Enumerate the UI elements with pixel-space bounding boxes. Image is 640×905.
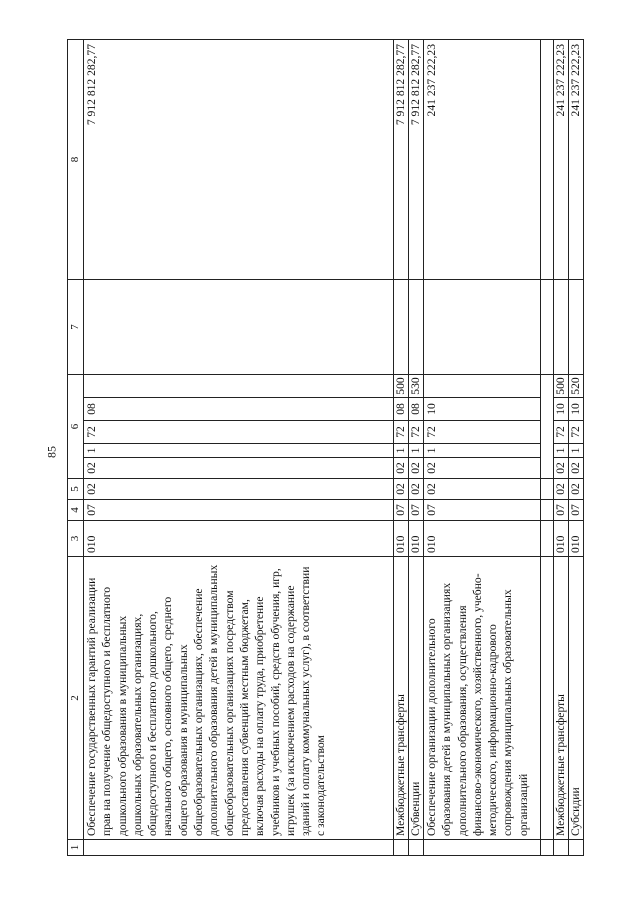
- expense-type-cell: 500: [394, 375, 409, 398]
- subsection-cell: 02: [554, 479, 569, 500]
- code-cell: 010: [409, 521, 424, 557]
- header-cell: 7: [68, 280, 84, 375]
- expense-type-cell: 530: [409, 375, 424, 398]
- table-row: [394, 40, 409, 856]
- table-row: [409, 40, 424, 856]
- table-row: [84, 40, 394, 856]
- section-cell: 07: [424, 500, 541, 521]
- header-cell: 2: [68, 557, 84, 840]
- target-article-cell: 72: [84, 421, 394, 444]
- spacer-cell: [541, 280, 554, 375]
- header-cell: 3: [68, 521, 84, 557]
- target-article-cell: 08: [84, 398, 394, 421]
- subsection-cell: 02: [424, 479, 541, 500]
- subsection-cell: 02: [84, 479, 394, 500]
- spacer-cell: [541, 40, 554, 280]
- row-number-cell: [424, 840, 541, 856]
- section-cell: 07: [394, 500, 409, 521]
- target-article-cell: 72: [569, 421, 584, 444]
- target-article-cell: 10: [424, 398, 541, 421]
- spacer-cell: [541, 479, 554, 500]
- target-article-cell: 02: [424, 458, 541, 479]
- description-cell: Межбюджетные трансферты: [394, 557, 409, 840]
- target-article-cell: 02: [554, 458, 569, 479]
- section-cell: 07: [554, 500, 569, 521]
- row-number-cell: [84, 840, 394, 856]
- spacer-cell: [424, 280, 541, 375]
- spacer-cell: [541, 375, 554, 479]
- target-article-cell: 02: [394, 458, 409, 479]
- amount-cell: 7 912 812 282,77: [84, 40, 394, 280]
- spacer-cell: [84, 280, 394, 375]
- subsection-cell: 02: [394, 479, 409, 500]
- budget-table-page: [67, 40, 582, 856]
- target-article-cell: 1: [569, 444, 584, 458]
- code-cell: 010: [424, 521, 541, 557]
- description-cell: Обеспечение государственных гарантий реализации прав на получение общедоступного и бесплатного дошкольного образования в муниципальных дошкольных образовательных организациях, общедоступного и бесплатного дошкольного, начального общего, основного общего, среднего общего образования в муниципальных общеобразовательных организациях, обеспечение дополнительного образования детей в муниципальных общеобразовательных организациях посредством предоставления субвенций местным бюджетам, включая расходы на оплату труда, приобретение учебников и учебных пособий, средств обучения, игр, игрушек (за исключением расходов на содержание зданий и оплату коммунальных услуг), в соответствии с законодательством: [84, 557, 394, 840]
- amount-cell: 241 237 222,23: [424, 40, 541, 280]
- code-cell: 010: [394, 521, 409, 557]
- header-cell: 1: [68, 840, 84, 856]
- description-cell: Межбюджетные трансферты: [554, 557, 569, 840]
- target-article-cell: 10: [569, 398, 584, 421]
- target-article-cell: 1: [394, 444, 409, 458]
- target-article-cell: 1: [409, 444, 424, 458]
- table-row: [424, 40, 541, 856]
- row-number-cell: [409, 840, 424, 856]
- section-cell: 07: [84, 500, 394, 521]
- section-cell: 07: [409, 500, 424, 521]
- target-article-cell: 72: [554, 421, 569, 444]
- header-cell: 4: [68, 500, 84, 521]
- subsection-cell: 02: [409, 479, 424, 500]
- amount-cell: 241 237 222,23: [554, 40, 569, 280]
- budget-table: [67, 39, 584, 856]
- expense-type-cell: [424, 375, 541, 398]
- expense-type-cell: 520: [569, 375, 584, 398]
- expense-type-cell: 500: [554, 375, 569, 398]
- target-article-cell: 1: [554, 444, 569, 458]
- target-article-cell: 02: [409, 458, 424, 479]
- description-cell: Субвенции: [409, 557, 424, 840]
- subsection-cell: 02: [569, 479, 584, 500]
- target-article-cell: 72: [424, 421, 541, 444]
- target-article-cell: 08: [409, 398, 424, 421]
- description-cell: Обеспечение организации дополнительного образования детей в муниципальных организациях дополнительного образования, осуществления финансово-экономического, хозяйственного, учебно-методического, информационно-кадрового сопровождения муниципальных образовательных организаций: [424, 557, 541, 840]
- spacer-row: [541, 40, 554, 856]
- amount-cell: 241 237 222,23: [569, 40, 584, 280]
- description-cell: Субсидии: [569, 557, 584, 840]
- expense-type-cell: [84, 375, 394, 398]
- target-article-cell: 72: [394, 421, 409, 444]
- row-number-cell: [554, 840, 569, 856]
- header-cell: 8: [68, 40, 84, 280]
- section-cell: 07: [569, 500, 584, 521]
- spacer-cell: [541, 840, 554, 856]
- code-cell: 010: [569, 521, 584, 557]
- spacer-cell: [409, 280, 424, 375]
- row-number-cell: [394, 840, 409, 856]
- page-number: 85: [44, 446, 59, 458]
- spacer-cell: [394, 280, 409, 375]
- header-row: [68, 40, 84, 856]
- header-cell: 6: [68, 375, 84, 479]
- target-article-cell: 02: [569, 458, 584, 479]
- target-article-cell: 1: [424, 444, 541, 458]
- target-article-cell: 02: [84, 458, 394, 479]
- table-row: [554, 40, 569, 856]
- spacer-cell: [569, 280, 584, 375]
- target-article-cell: 72: [409, 421, 424, 444]
- table-row: [569, 40, 584, 856]
- spacer-cell: [541, 521, 554, 557]
- target-article-cell: 1: [84, 444, 394, 458]
- amount-cell: 7 912 812 282,77: [394, 40, 409, 280]
- target-article-cell: 10: [554, 398, 569, 421]
- header-cell: 5: [68, 479, 84, 500]
- code-cell: 010: [84, 521, 394, 557]
- amount-cell: 7 912 812 282,77: [409, 40, 424, 280]
- spacer-cell: [554, 280, 569, 375]
- target-article-cell: 08: [394, 398, 409, 421]
- spacer-cell: [541, 557, 554, 840]
- code-cell: 010: [554, 521, 569, 557]
- row-number-cell: [569, 840, 584, 856]
- spacer-cell: [541, 500, 554, 521]
